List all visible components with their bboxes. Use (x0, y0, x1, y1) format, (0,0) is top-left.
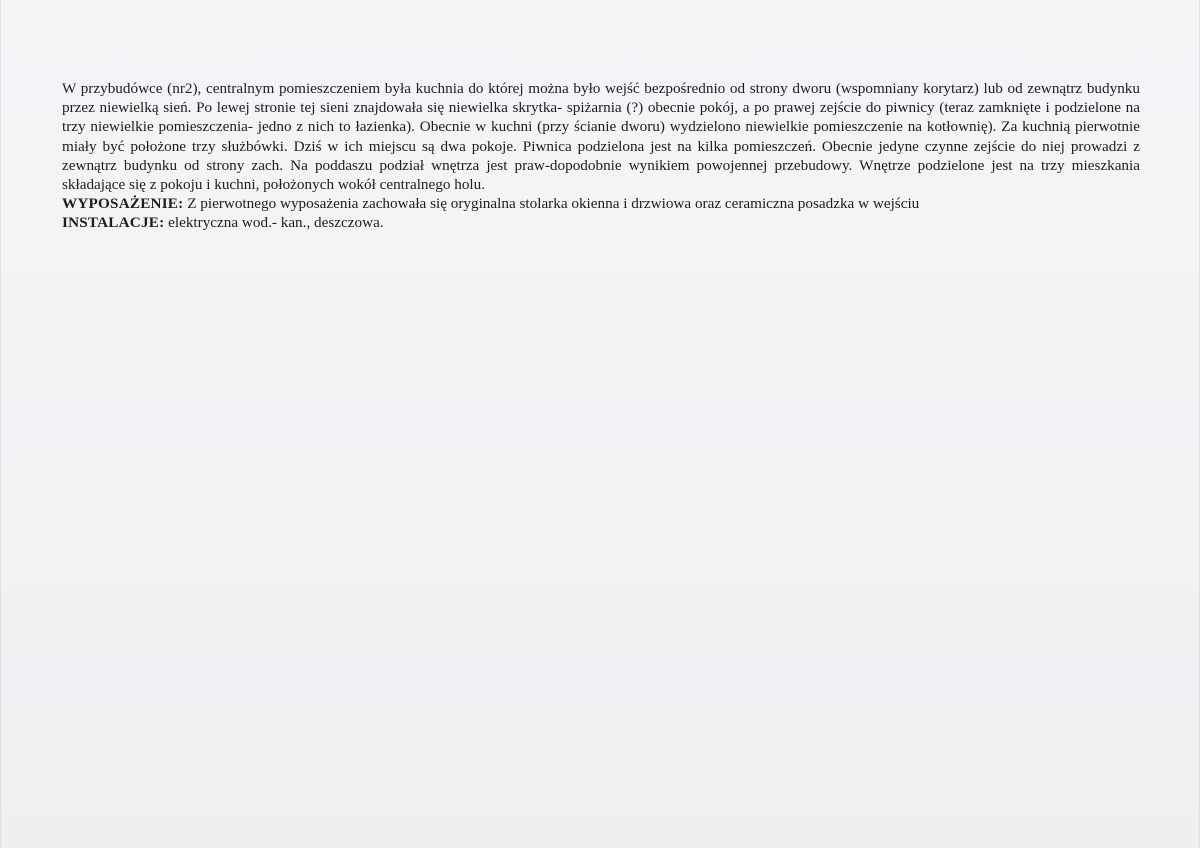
equipment-label: WYPOSAŻENIE: (62, 195, 184, 213)
installations-label: INSTALACJE: (62, 214, 165, 232)
description-text-block (62, 79, 1140, 233)
building-description-paragraph: W przybudówce (nr2), centralnym pomieszczeniem była kuchnia do której można było wejść bezpośrednio od strony dworu (wspomniany korytarz) lub od zewnątrz budynku przez niewielką sień. Po lewej stronie tej sieni znajdowała się niewielka skrytka- spiżarnia (?) obecnie pokój, a po prawej zejście do piwnicy (teraz zamknięte i podzielone na trzy niewielkie pomieszczenia- jedno z nich to łazienka). Obecnie w kuchni (przy ścianie dworu) wydzielono niewielkie pomieszczenie na kotłownię). Za kuchnią pierwotnie miały być położone trzy służbówki. Dziś w ich miejscu są dwa pokoje. Piwnica podzielona jest na kilka pomieszczeń. Obecnie jedyne czynne zejście do niej prowadzi z zewnątrz budynku od strony zach. Na poddaszu podział wnętrza jest praw-dopodobnie wynikiem powojennej przebudowy. Wnętrze podzielone jest na trzy mieszkania składające się z pokoju i kuchni, położonych wokół centralnego holu. (62, 80, 1140, 194)
installations-text: elektryczna wod.- kan., deszczowa. (164, 214, 384, 232)
installations-line (62, 213, 1140, 232)
equipment-text: Z pierwotnego wyposażenia zachowała się oryginalna stolarka okienna i drzwiowa oraz ceramiczna posadzka w wejściu (183, 195, 920, 213)
equipment-line (62, 194, 1140, 213)
